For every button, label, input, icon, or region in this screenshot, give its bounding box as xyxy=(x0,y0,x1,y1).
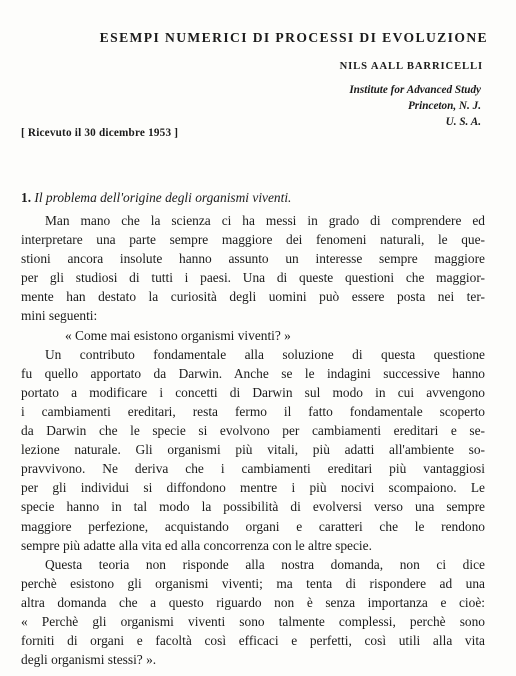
text-line: mini seguenti: xyxy=(21,308,98,324)
section-title: Il problema dell'origine degli organismi viventi. xyxy=(34,190,292,205)
text-line: interpretare una parte sempre maggiore dei fenomeni naturali, le que- xyxy=(21,232,485,248)
affiliation-line-3: U. S. A. xyxy=(445,116,481,128)
text-line: « Perchè gli organismi viventi sono talmente complessi, perchè sono xyxy=(21,613,485,629)
text-line: specie hanno in tal modo la possibilità di evolversi verso una sempre xyxy=(21,499,485,515)
text-line: per gli studiosi di tutti i paesi. Una di queste questioni che maggior- xyxy=(21,270,485,286)
section-heading xyxy=(21,190,291,206)
received-date: [ Ricevuto il 30 dicembre 1953 ] xyxy=(21,127,179,139)
text-line: Questa teoria non risponde alla nostra domanda, non ci dice xyxy=(45,556,485,572)
text-line: perchè esistono gli organismi viventi; ma tenta di rispondere ad una xyxy=(21,575,485,591)
text-line: da Darwin che le specie si evolvono per cambiamenti ereditari e se- xyxy=(21,423,485,439)
text-line: per gli individui si diffondono mentre i più nocivi scompaiono. Le xyxy=(21,480,485,496)
quoted-question: « Come mai esistono organismi viventi? » xyxy=(65,327,291,343)
text-line: degli organismi stessi? ». xyxy=(21,652,157,668)
text-line: lezione naturale. Gli organismi più vitali, più adatti all'ambiente so- xyxy=(21,442,485,458)
author-name: NILS AALL BARRICELLI xyxy=(339,61,483,72)
affiliation-line-1: Institute for Advanced Study xyxy=(349,84,481,96)
text-line: i cambiamenti ereditari, resta fermo il fatto fondamentale scoperto xyxy=(21,403,485,419)
text-line: forniti di organi e facoltà così efficaci e perfetti, così utili alla vita xyxy=(21,633,485,649)
body-text xyxy=(21,211,485,669)
section-number: 1. xyxy=(21,190,32,205)
text-line: pravvivono. Ne deriva che i cambiamenti ereditari più vantaggiosi xyxy=(21,461,485,477)
text-line: Man mano che la scienza ci ha messi in grado di comprendere ed xyxy=(45,213,485,228)
text-line: stioni ancora insolute hanno assunto un interesse sempre maggiore xyxy=(21,251,485,267)
paper-title: ESEMPI NUMERICI DI PROCESSI DI EVOLUZIONE xyxy=(99,30,488,45)
affiliation-line-2: Princeton, N. J. xyxy=(407,100,481,112)
text-line: portato a modificare i concetti di Darwin sul modo in cui avvengono xyxy=(21,384,485,400)
text-line: Un contributo fondamentale alla soluzione di questa questione xyxy=(45,346,485,362)
text-line: mente han destato la curiosità degli uomini può essere posta nei ter- xyxy=(21,289,485,305)
text-line: maggiore perfezione, acquistando organi e caratteri che le rendono xyxy=(21,518,485,534)
text-line: fu quello apportato da Darwin. Anche se le indagini successive hanno xyxy=(21,365,485,381)
text-line: sempre più adatte alla vita ed alla concorrenza con le altre specie. xyxy=(21,537,372,553)
text-line: altra domanda che a questo riguardo non è senza importanza e cioè: xyxy=(21,594,485,610)
